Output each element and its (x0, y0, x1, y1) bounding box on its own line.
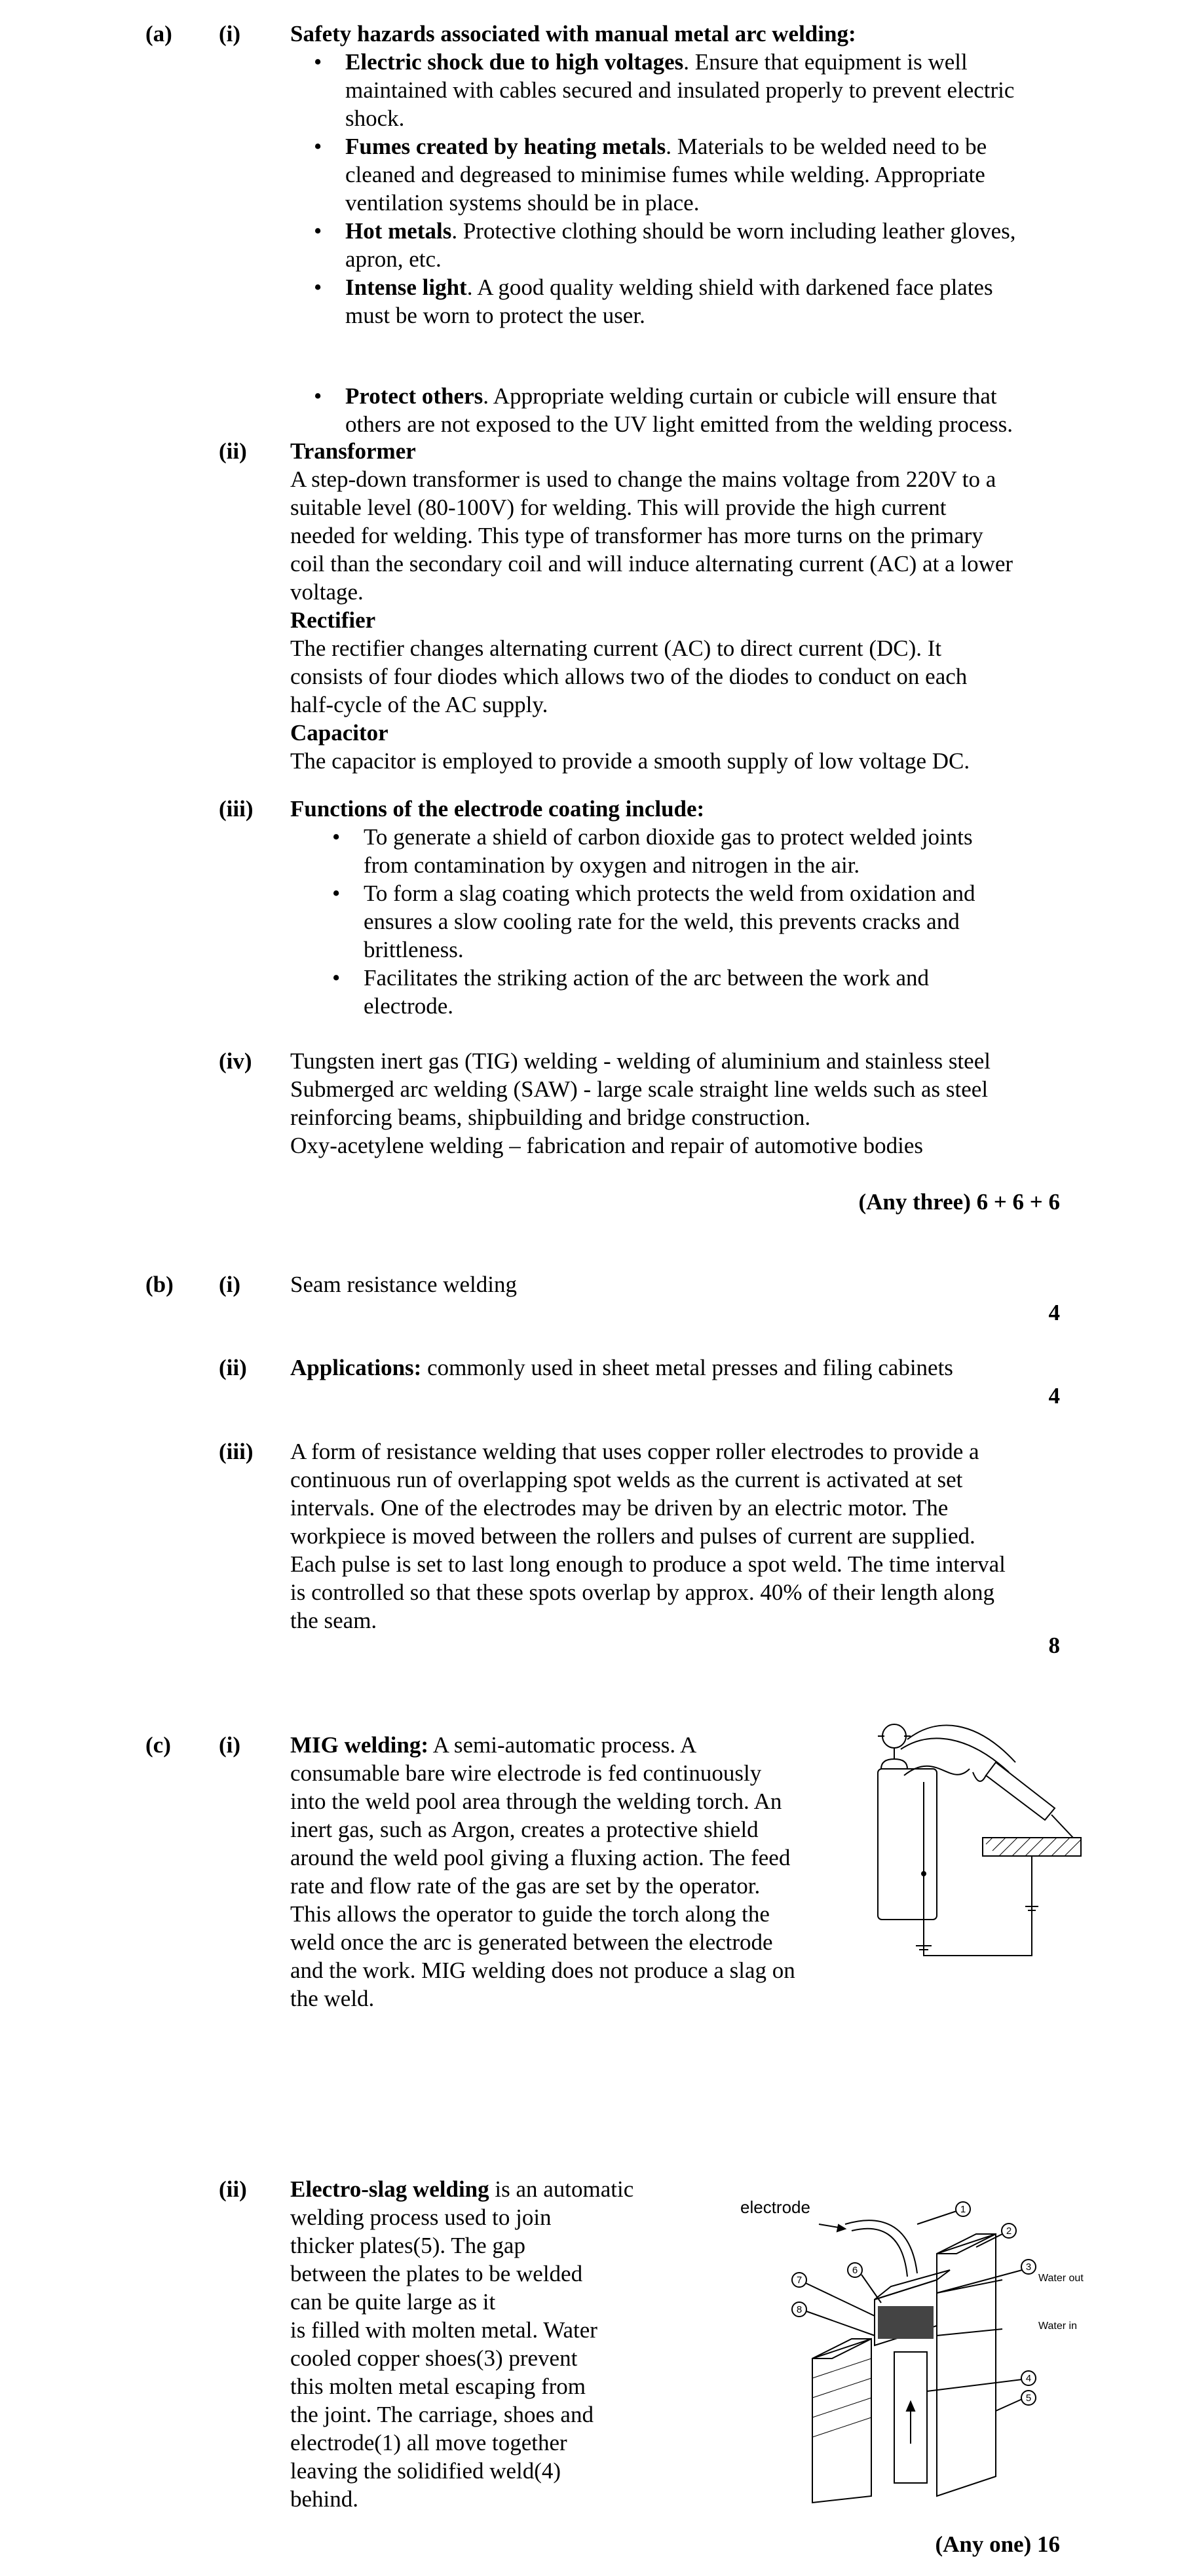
gas-cylinder (878, 1769, 937, 1920)
hazard-text: . Protective clothing should be worn including leather gloves, (451, 218, 1016, 244)
bullet-icon: • (314, 275, 322, 300)
seam-line: A form of resistance welding that uses copper roller electrodes to provide a (290, 1439, 979, 1464)
a-iii-heading: Functions of the electrode coating include: (290, 796, 705, 822)
electroslag-line: between the plates to be welded (290, 2261, 583, 2286)
hazard-text: others are not exposed to the UV light emitted from the welding process. (345, 411, 1013, 437)
electroslag-line: can be quite large as it (290, 2289, 496, 2315)
electroslag-line: this molten metal escaping from (290, 2374, 586, 2399)
hazard-text: maintained with cables secured and insulated properly to prevent electric (345, 77, 1015, 103)
mig-line: around the weld pool giving a fluxing action. The feed (290, 1845, 791, 1870)
a-i-label: (i) (219, 21, 241, 47)
transformer-line: needed for welding. This type of transformer has more turns on the primary (290, 523, 983, 548)
slag-pool (878, 2306, 934, 2339)
mig-line: into the weld pool area through the welding torch. An (290, 1789, 782, 1814)
section-a-label: (a) (145, 21, 172, 47)
electrode-label: electrode (740, 2197, 810, 2217)
hazard-text: . Ensure that equipment is well (683, 49, 968, 75)
hazard-title: Hot metals (345, 218, 452, 244)
rectifier-line: The rectifier changes alternating current (AC) to direct current (DC). It (290, 635, 942, 661)
b-iii-marks: 8 (1048, 1633, 1060, 1658)
electroslag-line: behind. (290, 2486, 359, 2512)
c-i-body (290, 1731, 841, 2013)
electroslag-line: electrode(1) all move together (290, 2430, 567, 2455)
c-ii-label: (ii) (219, 2176, 247, 2202)
coating-bullet (332, 964, 1084, 1020)
callout-label-2: 2 (1006, 2226, 1012, 2237)
b-ii-label: (ii) (219, 1355, 247, 1380)
transformer-line: suitable level (80-100V) for welding. This will provide the high current (290, 495, 947, 520)
water-in-label: Water in (1038, 2320, 1077, 2332)
a-i-bullet-list (314, 48, 1099, 330)
electroslag-line: thicker plates(5). The gap (290, 2233, 525, 2258)
coating-text: Facilitates the striking action of the arc between the work and (364, 965, 930, 991)
b-i-label: (i) (219, 1272, 241, 1297)
capacitor-heading: Capacitor (290, 720, 388, 746)
b-i-text: Seam resistance welding (290, 1272, 518, 1297)
a-iv-body (290, 1047, 1109, 1160)
electroslag-heading: Electro-slag welding (290, 2176, 489, 2202)
callout-label-8: 8 (796, 2304, 803, 2315)
electroslag-line: welding process used to join (290, 2205, 552, 2230)
mig-line: and the work. MIG welding does not produce a slag on (290, 1958, 795, 1983)
coating-text: To form a slag coating which protects the weld from oxidation and (364, 881, 975, 906)
a-ii-body (290, 437, 1109, 775)
coating-text: To generate a shield of carbon dioxide gas to protect welded joints (364, 824, 973, 850)
a-iii-bullet-list (332, 823, 1084, 1020)
hazard-text: . Materials to be welded need to be (666, 134, 987, 159)
welding-type-line: Submerged arc welding (SAW) - large scale straight line welds such as steel (290, 1076, 989, 1102)
bullet-icon: • (314, 134, 322, 159)
transformer-line: coil than the secondary coil and will induce alternating current (AC) at a lower (290, 551, 1013, 577)
capacitor-line: The capacitor is employed to provide a smooth supply of low voltage DC. (290, 748, 970, 774)
transformer-line: voltage. (290, 579, 364, 605)
welding-torch (986, 1762, 1055, 1820)
transformer-heading: Transformer (290, 438, 416, 464)
seam-line: Each pulse is set to last long enough to produce a spot weld. The time interval (290, 1551, 1006, 1577)
hazard-title: Intense light (345, 275, 467, 300)
callout-label-7: 7 (796, 2275, 803, 2286)
cylinder-neck (881, 1759, 907, 1769)
electroslag-line: is an automatic (489, 2176, 634, 2202)
hazard-title: Fumes created by heating metals (345, 134, 666, 159)
callout-label-1: 1 (960, 2204, 966, 2215)
hazard-title: Electric shock due to high voltages (345, 49, 684, 75)
hazard-text: apron, etc. (345, 246, 442, 272)
callout-label-6: 6 (852, 2265, 858, 2276)
bullet-icon: • (314, 218, 322, 244)
seam-line: intervals. One of the electrodes may be driven by an electric motor. The (290, 1495, 949, 1521)
mig-heading: MIG welding: (290, 1732, 428, 1758)
mig-line: inert gas, such as Argon, creates a protective shield (290, 1817, 759, 1842)
callout-label-5: 5 (1025, 2393, 1032, 2404)
b-iii-label: (iii) (219, 1439, 254, 1464)
b-i-marks: 4 (1048, 1300, 1060, 1325)
hazard-text: . Appropriate welding curtain or cubicle will ensure that (483, 383, 997, 409)
pressure-gauge-icon (882, 1724, 906, 1748)
welding-type-line: reinforcing beams, shipbuilding and bridge construction. (290, 1105, 811, 1130)
coating-text: from contamination by oxygen and nitrogen in the air. (364, 852, 860, 878)
coating-text: brittleness. (364, 937, 464, 962)
water-out-label: Water out (1038, 2273, 1084, 2284)
hazard-text: must be worn to protect the user. (345, 303, 645, 328)
electroslag-line: cooled copper shoes(3) prevent (290, 2345, 578, 2371)
c-ii-body (290, 2175, 696, 2513)
hazard-text: cleaned and degreased to minimise fumes while welding. Appropriate (345, 162, 985, 187)
hazard-bullet (314, 217, 1099, 273)
electroslag-line: leaving the solidified weld(4) (290, 2458, 561, 2484)
a-ii-label: (ii) (219, 438, 247, 464)
mig-line: A semi-automatic process. A (428, 1732, 697, 1758)
bullet-icon: • (314, 383, 322, 409)
seam-line: the seam. (290, 1608, 377, 1633)
rectifier-heading: Rectifier (290, 607, 376, 633)
callout-label-4: 4 (1025, 2373, 1032, 2384)
electroslag-line: the joint. The carriage, shoes and (290, 2402, 594, 2427)
bullet-icon: • (332, 965, 341, 991)
mig-line: consumable bare wire electrode is fed continuously (290, 1760, 762, 1786)
bullet-icon: • (314, 49, 322, 75)
mig-welding-diagram (865, 1710, 1087, 1985)
electroslag-line: is filled with molten metal. Water (290, 2317, 597, 2343)
rectifier-line: half-cycle of the AC supply. (290, 692, 548, 717)
rectifier-line: consists of four diodes which allows two of the diodes to conduct on each (290, 664, 968, 689)
c-marks: (Any one) 16 (935, 2531, 1060, 2557)
electroslag-diagram (721, 2195, 1101, 2509)
hazard-bullet (314, 382, 1099, 438)
b-iii-body (290, 1437, 1109, 1635)
hazard-text: shock. (345, 105, 405, 131)
hazard-bullet (314, 132, 1099, 217)
callout-label-3: 3 (1025, 2262, 1032, 2273)
mig-line: weld once the arc is generated between the electrode (290, 1929, 773, 1955)
seam-line: continuous run of overlapping spot welds as the current is activated at set (290, 1467, 963, 1492)
section-b-label: (b) (145, 1272, 174, 1297)
bullet-icon: • (332, 881, 341, 906)
a-i-bullet-list-continued (314, 382, 1099, 438)
welding-type-line: Tungsten inert gas (TIG) welding - welding of aluminium and stainless steel (290, 1048, 991, 1074)
c-i-label: (i) (219, 1732, 241, 1758)
hazard-bullet (314, 48, 1099, 132)
hazard-text: . A good quality welding shield with darkened face plates (466, 275, 993, 300)
workpiece (983, 1838, 1081, 1856)
water-in-pipe (937, 2329, 1002, 2336)
mig-line: the weld. (290, 1986, 375, 2011)
coating-bullet (332, 823, 1084, 879)
a-marks: (Any three) 6 + 6 + 6 (858, 1189, 1060, 1215)
hazard-title: Protect others (345, 383, 483, 409)
a-iv-label: (iv) (219, 1048, 252, 1074)
a-i-heading: Safety hazards associated with manual metal arc welding: (290, 21, 856, 47)
applications-heading: Applications: (290, 1355, 422, 1380)
hazard-bullet (314, 273, 1099, 330)
section-c-label: (c) (145, 1732, 171, 1758)
coating-bullet (332, 879, 1084, 964)
seam-line: workpiece is moved between the rollers and pulses of current are supplied. (290, 1523, 975, 1549)
applications-text: commonly used in sheet metal presses and filing cabinets (421, 1355, 953, 1380)
b-ii-marks: 4 (1048, 1383, 1060, 1409)
coating-text: electrode. (364, 993, 453, 1019)
hazard-text: ventilation systems should be in place. (345, 190, 700, 216)
welding-type-line: Oxy-acetylene welding – fabrication and repair of automotive bodies (290, 1133, 924, 1158)
coating-text: ensures a slow cooling rate for the weld, this prevents cracks and (364, 909, 960, 934)
a-iii-label: (iii) (219, 796, 254, 822)
ground-wire (924, 1856, 1032, 1956)
water-out-pipe (937, 2280, 1002, 2293)
b-ii-body (290, 1354, 953, 1382)
gas-hose (907, 1725, 1015, 1762)
mig-line: rate and flow rate of the gas are set by the operator. (290, 1873, 761, 1899)
transformer-line: A step-down transformer is used to change the mains voltage from 220V to a (290, 466, 996, 492)
bullet-icon: • (332, 824, 341, 850)
seam-line: is controlled so that these spots overlap by approx. 40% of their length along (290, 1580, 995, 1605)
mig-line: This allows the operator to guide the torch along the (290, 1901, 770, 1927)
